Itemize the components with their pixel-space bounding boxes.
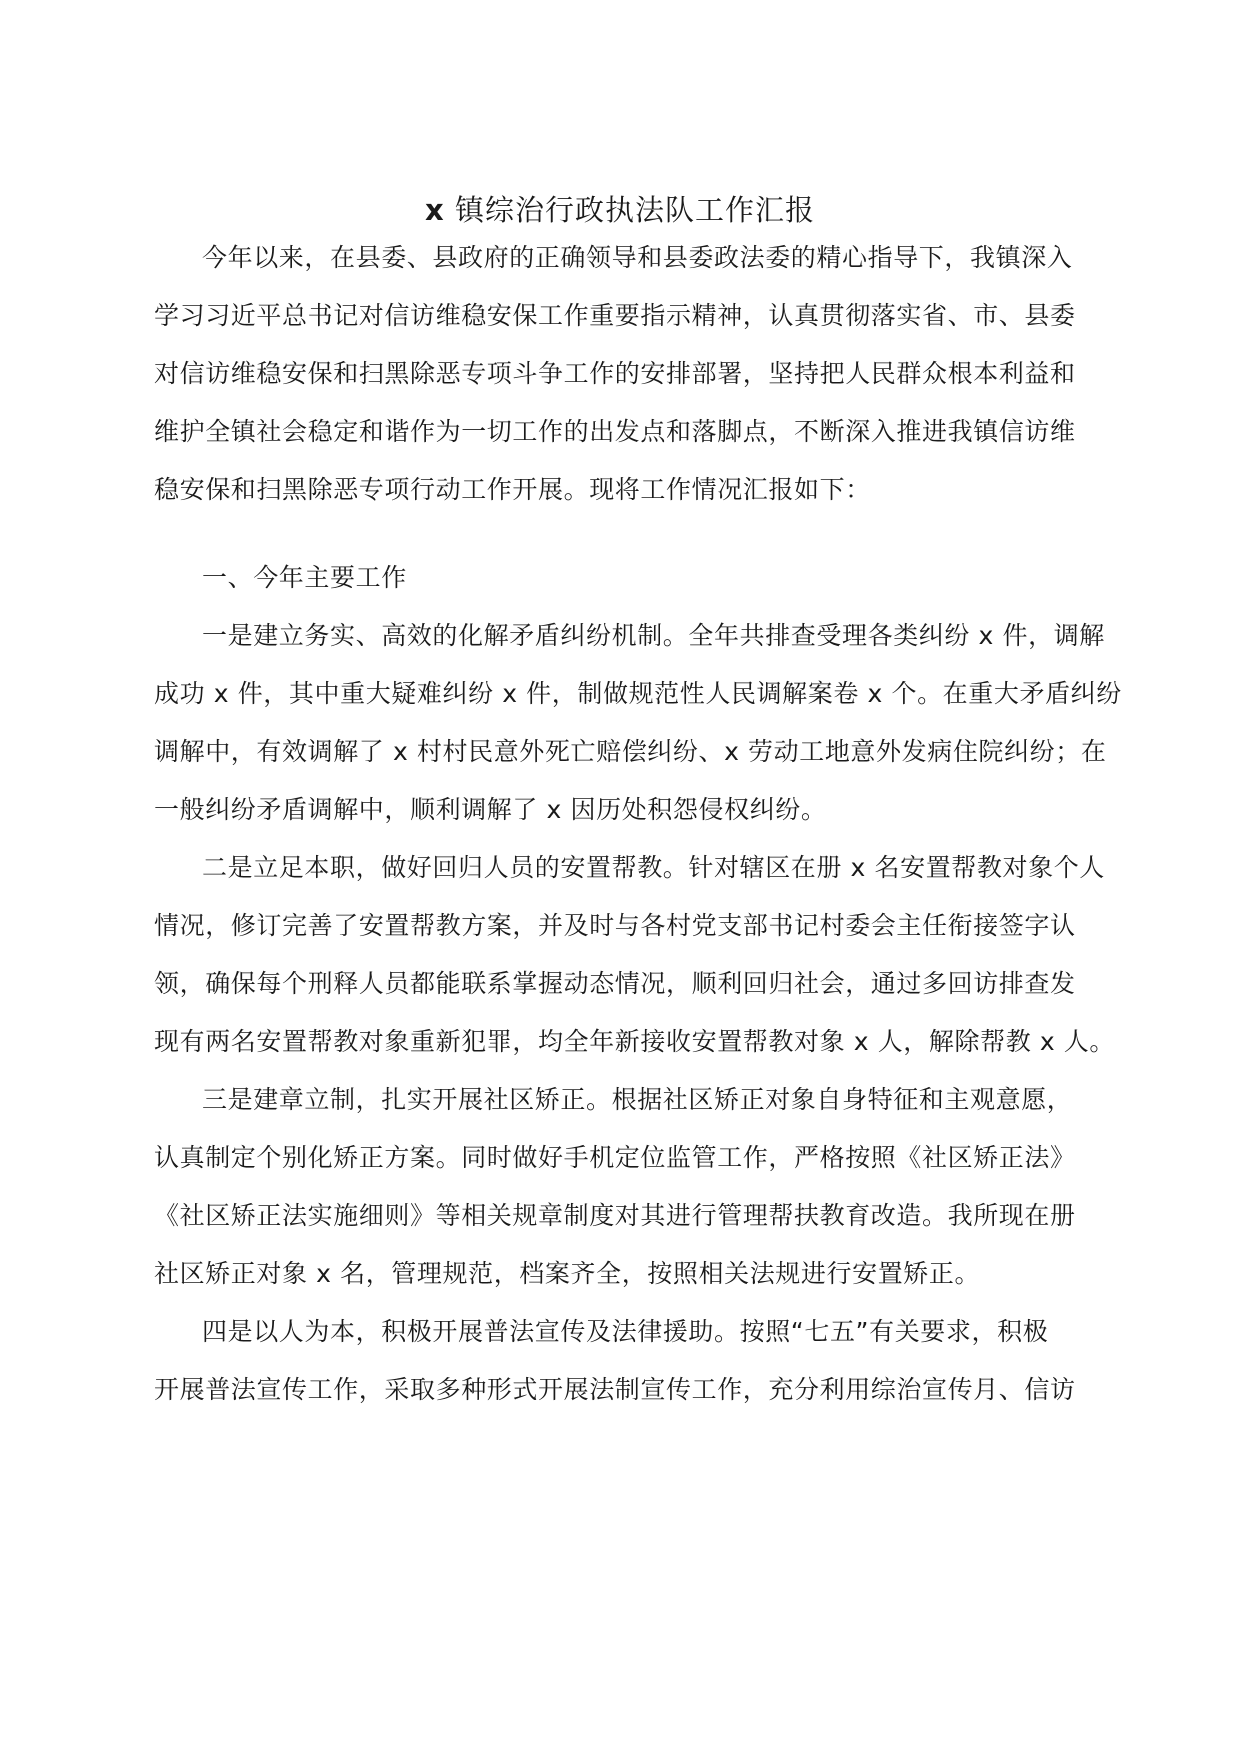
paragraph-line: 社区矫正对象 x 名，管理规范，档案齐全，按照相关法规进行安置矫正。 [154,1259,981,1288]
paragraph-line: 一是建立务实、高效的化解矛盾纠纷机制。全年共排查受理各类纠纷 x 件，调解 [202,621,1105,650]
paragraph-line: 维护全镇社会稳定和谐作为一切工作的出发点和落脚点，不断深入推进我镇信访维 [154,417,1076,446]
paragraph-line: 今年以来，在县委、县政府的正确领导和县委政法委的精心指导下，我镇深入 [202,243,1073,272]
section-heading: 一、今年主要工作 [202,563,407,592]
paragraph-line: 一般纠纷矛盾调解中，顺利调解了 x 因历处积怨侵权纠纷。 [154,795,827,824]
paragraph-line: 对信访维稳安保和扫黑除恶专项斗争工作的安排部署，坚持把人民群众根本利益和 [154,359,1076,388]
paragraph-line: 开展普法宣传工作，采取多种形式开展法制宣传工作，充分利用综治宣传月、信访 [154,1375,1076,1404]
paragraph-line: 成功 x 件，其中重大疑难纠纷 x 件，制做规范性人民调解案卷 x 个。在重大矛盾纠纷 [154,679,1122,708]
title-text: 镇综治行政执法队工作汇报 [444,193,815,227]
paragraph-line: 领，确保每个刑释人员都能联系掌握动态情况，顺利回归社会，通过多回访排查发 [154,969,1076,998]
paragraph-line: 调解中，有效调解了 x 村村民意外死亡赔偿纠纷、x 劳动工地意外发病住院纠纷；在 [154,737,1107,766]
paragraph-line: 认真制定个别化矫正方案。同时做好手机定位监管工作，严格按照《社区矫正法》 [154,1143,1076,1172]
paragraph-line: 学习习近平总书记对信访维稳安保工作重要指示精神，认真贯彻落实省、市、县委 [154,301,1076,330]
paragraph-line: 《社区矫正法实施细则》等相关规章制度对其进行管理帮扶教育改造。我所现在册 [154,1201,1076,1230]
paragraph-line: 三是建章立制，扎实开展社区矫正。根据社区矫正对象自身特征和主观意愿， [202,1085,1073,1114]
paragraph-line: 四是以人为本，积极开展普法宣传及法律援助。按照“七五”有关要求，积极 [202,1317,1049,1346]
title-prefix: x [425,193,445,227]
document-title [0,190,1240,230]
paragraph-line: 情况，修订完善了安置帮教方案，并及时与各村党支部书记村委会主任衔接签字认 [154,911,1076,940]
paragraph-line: 稳安保和扫黑除恶专项行动工作开展。现将工作情况汇报如下： [154,475,871,504]
paragraph-line: 二是立足本职，做好回归人员的安置帮教。针对辖区在册 x 名安置帮教对象个人 [202,853,1105,882]
paragraph-line: 现有两名安置帮教对象重新犯罪，均全年新接收安置帮教对象 x 人，解除帮教 x 人。 [154,1027,1115,1056]
